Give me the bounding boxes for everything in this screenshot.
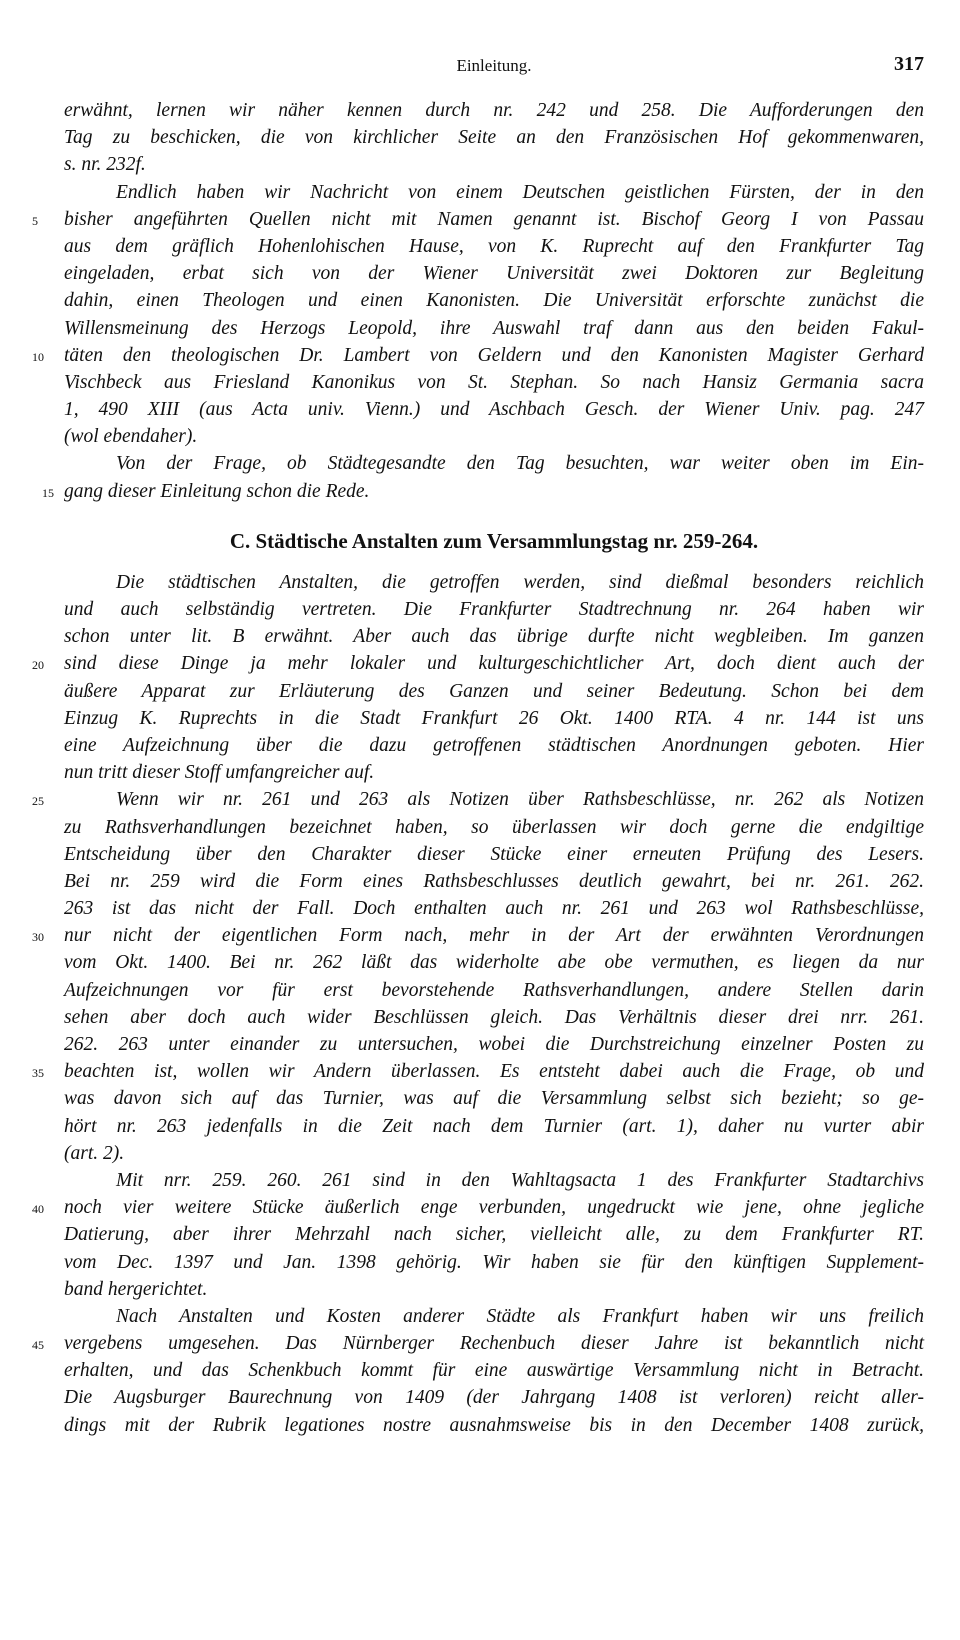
text-line (64, 1384, 924, 1411)
text-line (64, 97, 924, 124)
line-text: erwähnt, lernen wir näher kennen durch nr. 242 und 258. Die Aufforderungen den (64, 100, 924, 121)
line-text: vergebens umgesehen. Das Nürnberger Rechenbuch dieser Jahre ist bekanntlich nicht (64, 1333, 924, 1355)
text-line (64, 1031, 924, 1058)
line-text: erhalten, und das Schenkbuch kommt für eine auswärtige Versammlung nicht in Betracht. (64, 1360, 924, 1382)
line-text: Entscheidung über den Charakter dieser Stücke einer erneuten Prüfung des Lesers. (64, 843, 924, 865)
line-text: schon unter lit. B erwähnt. Aber auch das übrige durfte nicht wegbleiben. Im ganzen (64, 626, 924, 648)
line-text: und auch selbständig vertreten. Die Frankfurter Stadtrechnung nr. 264 haben wir (64, 599, 924, 620)
line-text: was davon sich auf das Turnier, was auf die Versammlung selbst sich bezieht; so ge- (64, 1088, 924, 1110)
line-number: 35 (32, 1066, 44, 1081)
line-text: dings mit der Rubrik legationes nostre ausnahmsweise bis in den December 1408 zurück, (64, 1414, 924, 1436)
text-line (64, 1249, 924, 1276)
text-line (42, 478, 924, 505)
text-line (64, 678, 924, 705)
line-text: Die städtischen Anstalten, die getroffen werden, sind dießmal besonders reichlich (116, 571, 924, 593)
line-text: band hergerichtet. (64, 1278, 208, 1300)
line-text: zu Rathsverhandlungen bezeichnet haben, so überlassen wir doch gerne die endgiltige (64, 816, 924, 838)
paragraph-block-section-c (32, 569, 924, 1439)
text-line (64, 759, 924, 786)
line-text: Wenn wir nr. 261 und 263 als Notizen über Rathsbeschlüsse, nr. 262 als Notizen (116, 789, 924, 811)
text-line (64, 1167, 924, 1194)
text-line (64, 1357, 924, 1384)
text-line (64, 705, 924, 732)
text-line (64, 895, 924, 922)
line-number: 25 (32, 794, 44, 809)
line-text: Datierung, aber ihrer Mehrzahl nach sicher, vielleicht alle, zu dem Frankfurter RT. (64, 1224, 924, 1246)
line-number: 30 (32, 930, 44, 945)
text-line (64, 369, 924, 396)
text-line (64, 623, 924, 650)
line-text: Vischbeck aus Friesland Kanonikus von St. Stephan. So nach Hansiz Germania sacra (64, 371, 924, 393)
line-text: Willensmeinung des Herzogs Leopold, ihre Auswahl traf dann aus den beiden Fakul- (64, 317, 924, 339)
text-line (64, 949, 924, 976)
line-text: nun tritt dieser Stoff umfangreicher auf. (64, 762, 375, 784)
line-number: 20 (32, 658, 44, 673)
text-line (32, 922, 924, 949)
text-line (32, 206, 924, 233)
text-line (64, 1303, 924, 1330)
text-line (64, 1221, 924, 1248)
line-text: vom Dec. 1397 und Jan. 1398 gehörig. Wir haben sie für den künftigen Supplement- (64, 1251, 924, 1273)
line-text: eine Aufzeichnung über die dazu getroffenen städtischen Anordnungen geboten. Hier (64, 734, 924, 756)
text-line (64, 1085, 924, 1112)
text-line (64, 124, 924, 151)
line-text: sind diese Dinge ja mehr lokaler und kulturgeschichtlicher Art, doch dient auch der (64, 653, 924, 675)
line-text: beachten ist, wollen wir Andern überlassen. Es entsteht dabei auch die Frage, ob und (64, 1061, 924, 1083)
line-text: 262. 263 unter einander zu untersuchen, wobei die Durchstreichung einzelner Posten zu (64, 1034, 924, 1055)
paragraph-block-intro (32, 97, 924, 505)
line-text: eingeladen, erbat sich von der Wiener Universität zwei Doktoren zur Begleitung (64, 263, 924, 285)
text-line (32, 342, 924, 369)
line-text: Nach Anstalten und Kosten anderer Städte als Frankfurt haben wir uns freilich (116, 1305, 924, 1327)
line-text: Aufzeichnungen vor für erst bevorstehende Rathsverhandlungen, andere Stellen darin (64, 979, 924, 1001)
text-line (32, 786, 924, 813)
line-text: Die Augsburger Baurechnung von 1409 (der Jahrgang 1408 ist verloren) reicht aller- (64, 1387, 924, 1409)
line-text: noch vier weitere Stücke äußerlich enge verbunden, ungedruckt wie jene, ohne jegliche (64, 1197, 924, 1219)
line-text: äußere Apparat zur Erläuterung des Ganzen und seiner Bedeutung. Schon bei dem (64, 680, 924, 702)
text-line (64, 423, 924, 450)
line-text: Einzug K. Ruprechts in die Stadt Frankfurt 26 Okt. 1400 RTA. 4 nr. 144 ist uns (64, 707, 924, 729)
text-line (32, 1330, 924, 1357)
text-line (64, 1004, 924, 1031)
line-text: s. nr. 232f. (64, 154, 146, 176)
line-text: täten den theologischen Dr. Lambert von Geldern und den Kanonisten Magister Gerhard (64, 344, 924, 366)
text-line (64, 287, 924, 314)
text-line (64, 151, 924, 178)
text-line (64, 732, 924, 759)
line-number: 15 (42, 485, 54, 500)
text-line (32, 1058, 924, 1085)
text-line (64, 596, 924, 623)
line-text: hört nr. 263 jedenfalls in die Zeit nach dem Turnier (art. 1), daher nu vurter abir (64, 1115, 924, 1137)
text-line (64, 1276, 924, 1303)
section-heading: C. Städtische Anstalten zum Versammlungstag nr. 259-264. (229, 528, 759, 553)
text-line (64, 396, 924, 423)
line-text: sehen aber doch auch wider Beschlüssen gleich. Das Verhältnis dieser drei nrr. 261. (64, 1006, 924, 1028)
text-line (64, 569, 924, 596)
line-text: Von der Frage, ob Städtegesandte den Tag besuchten, war weiter oben im Ein- (116, 453, 924, 475)
line-text: dahin, einen Theologen und einen Kanonisten. Die Universität erforschte zunächst die (64, 290, 924, 312)
text-line (64, 1140, 924, 1167)
line-text: Mit nrr. 259. 260. 261 sind in den Wahltagsacta 1 des Frankfurter Stadtarchivs (116, 1169, 924, 1191)
text-line (64, 179, 924, 206)
text-line (64, 977, 924, 1004)
running-head: Einleitung. (456, 56, 532, 75)
text-line (64, 233, 924, 260)
line-text: nur nicht der eigentlichen Form nach, mehr in der Art der erwähnten Verordnungen (64, 925, 924, 947)
text-line (64, 841, 924, 868)
text-line (64, 814, 924, 841)
text-line (32, 650, 924, 677)
body-text (32, 97, 924, 1439)
line-text: aus dem gräflich Hohenlohischen Hause, von K. Ruprecht auf den Frankfurter Tag (64, 235, 924, 257)
text-line (64, 1412, 924, 1439)
line-number: 5 (32, 213, 38, 228)
text-line (64, 868, 924, 895)
page-number: 317 (894, 53, 924, 75)
line-text: Tag zu beschicken, die von kirchlicher Seite an den Französischen Hof gekommenwaren, (64, 127, 924, 149)
line-text: gang dieser Einleitung schon die Rede. (64, 480, 370, 502)
text-line (64, 1113, 924, 1140)
text-line (32, 1194, 924, 1221)
line-text: Bei nr. 259 wird die Form eines Rathsbeschlusses deutlich gewahrt, bei nr. 261. 262. (64, 870, 924, 892)
line-number: 40 (32, 1202, 44, 1217)
line-text: 263 ist das nicht der Fall. Doch enthalten auch nr. 261 und 263 wol Rathsbeschlüsse, (64, 898, 924, 920)
line-text: Endlich haben wir Nachricht von einem Deutschen geistlichen Fürsten, der in den (116, 181, 924, 203)
line-text: bisher angeführten Quellen nicht mit Namen genannt ist. Bischof Georg I von Passau (64, 208, 924, 230)
line-number: 45 (32, 1338, 44, 1353)
line-text: 1, 490 XIII (aus Acta univ. Vienn.) und Aschbach Gesch. der Wiener Univ. pag. 247 (64, 399, 924, 421)
line-text: (art. 2). (64, 1142, 125, 1164)
text-line (64, 315, 924, 342)
line-number: 10 (32, 349, 44, 364)
page-header (64, 53, 924, 86)
line-text: (wol ebendaher). (64, 426, 198, 448)
line-text: vom Okt. 1400. Bei nr. 262 läßt das widerholte abe obe vermuthen, es liegen da nur (64, 952, 924, 974)
text-line (64, 260, 924, 287)
text-line (64, 450, 924, 477)
